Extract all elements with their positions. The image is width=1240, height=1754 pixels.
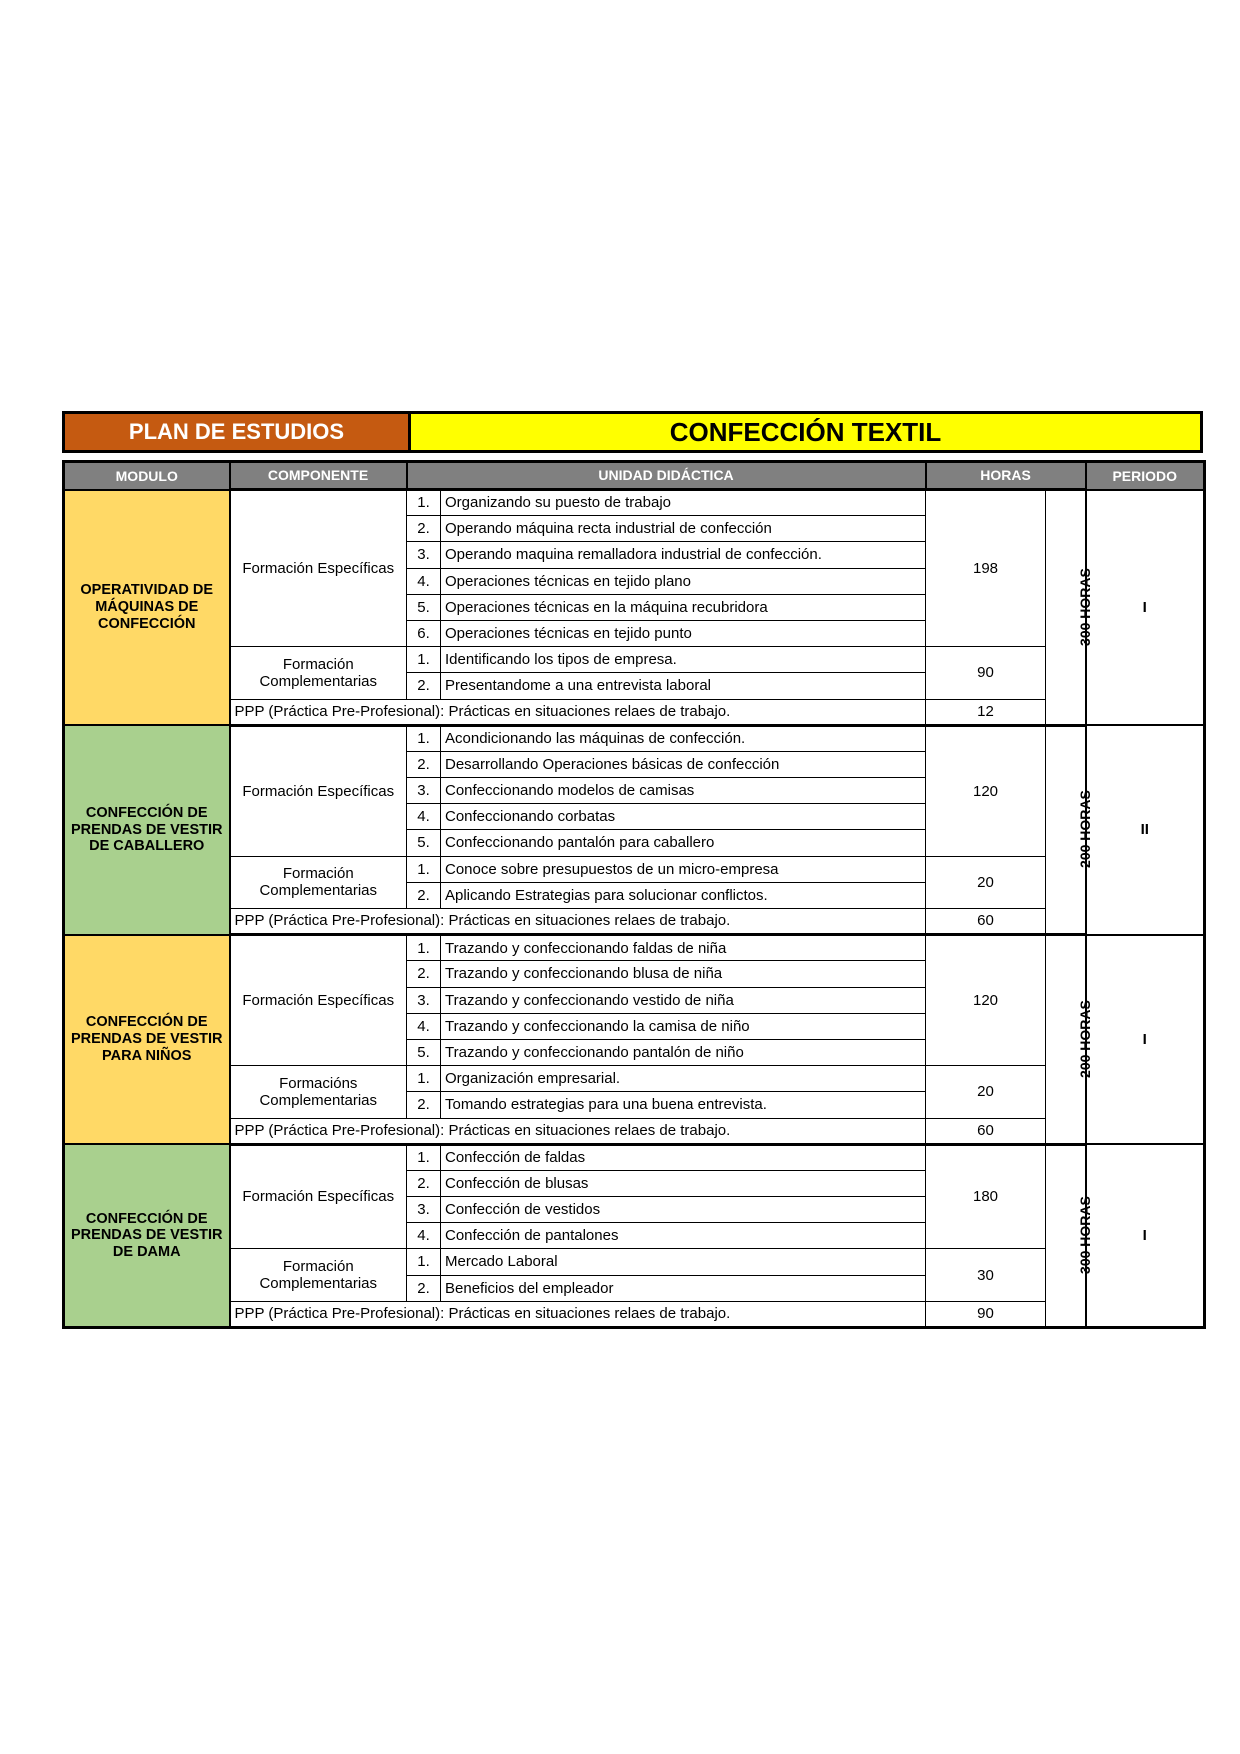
unit-number: 4.	[407, 568, 441, 594]
hours-complementarias: 30	[926, 1249, 1046, 1301]
header-row	[64, 462, 1205, 490]
table-row	[64, 490, 1205, 516]
module-periodo: I	[1086, 1144, 1205, 1327]
module-name: CONFECCIÓN DE PRENDAS DE VESTIR PARA NIÑOS	[64, 935, 230, 1145]
ppp-label: PPP (Práctica Pre-Profesional): Prácticas en situaciones relaes de trabajo.	[230, 909, 926, 935]
unit-name: Beneficios del empleador	[441, 1275, 926, 1301]
component-complementarias: Formacións Complementarias	[230, 1066, 407, 1118]
title-bar	[62, 411, 1203, 453]
unit-name: Trazando y confeccionando la camisa de niño	[441, 1013, 926, 1039]
unit-number: 3.	[407, 1197, 441, 1223]
unit-number: 2.	[407, 1092, 441, 1118]
unit-name: Confeccionando corbatas	[441, 804, 926, 830]
ppp-label: PPP (Práctica Pre-Profesional): Prácticas en situaciones relaes de trabajo.	[230, 1118, 926, 1144]
unit-name: Confección de pantalones	[441, 1223, 926, 1249]
ppp-label: PPP (Práctica Pre-Profesional): Prácticas en situaciones relaes de trabajo.	[230, 1301, 926, 1327]
unit-name: Operaciones técnicas en tejido punto	[441, 620, 926, 646]
unit-number: 2.	[407, 1170, 441, 1196]
ppp-hours: 60	[926, 909, 1046, 935]
table-row	[64, 1144, 1205, 1170]
unit-number: 2.	[407, 1275, 441, 1301]
unit-name: Operaciones técnicas en tejido plano	[441, 568, 926, 594]
unit-name: Organizando su puesto de trabajo	[441, 490, 926, 516]
unit-number: 2.	[407, 882, 441, 908]
table-row	[64, 1066, 1205, 1092]
component-especificas: Formación Específicas	[230, 935, 407, 1066]
hours-especificas: 180	[926, 1144, 1046, 1249]
module-total-label: 300 HORAS	[1076, 567, 1093, 646]
table-row	[64, 699, 1205, 725]
unit-number: 2.	[407, 751, 441, 777]
table-row	[64, 1118, 1205, 1144]
unit-number: 4.	[407, 1013, 441, 1039]
unit-number: 5.	[407, 594, 441, 620]
unit-name: Confección de vestidos	[441, 1197, 926, 1223]
unit-name: Mercado Laboral	[441, 1249, 926, 1275]
unit-number: 5.	[407, 1039, 441, 1065]
hours-complementarias: 20	[926, 856, 1046, 908]
unit-name: Operando máquina recta industrial de confección	[441, 516, 926, 542]
unit-number: 1.	[407, 647, 441, 673]
ppp-label: PPP (Práctica Pre-Profesional): Prácticas en situaciones relaes de trabajo.	[230, 699, 926, 725]
unit-name: Trazando y confeccionando blusa de niña	[441, 961, 926, 987]
unit-number: 4.	[407, 1223, 441, 1249]
unit-name: Trazando y confeccionando vestido de niña	[441, 987, 926, 1013]
hours-especificas: 120	[926, 725, 1046, 856]
header-unidad: UNIDAD DIDÁCTICA	[407, 462, 926, 490]
header-periodo: PERIODO	[1086, 462, 1205, 490]
unit-name: Confeccionando modelos de camisas	[441, 778, 926, 804]
unit-name: Operando maquina remalladora industrial de confección.	[441, 542, 926, 568]
module-total-label: 200 HORAS	[1076, 790, 1093, 869]
table-row	[64, 856, 1205, 882]
module-total-label: 200 HORAS	[1076, 999, 1093, 1078]
component-complementarias: Formación Complementarias	[230, 647, 407, 699]
unit-name: Identificando los tipos de empresa.	[441, 647, 926, 673]
table-row	[64, 647, 1205, 673]
table-row	[64, 1301, 1205, 1327]
table-row	[64, 909, 1205, 935]
unit-name: Tomando estrategias para una buena entrevista.	[441, 1092, 926, 1118]
hours-especificas: 120	[926, 935, 1046, 1066]
unit-name: Desarrollando Operaciones básicas de confección	[441, 751, 926, 777]
module-name: OPERATIVIDAD DE MÁQUINAS DE CONFECCIÓN	[64, 490, 230, 726]
unit-name: Trazando y confeccionando faldas de niña	[441, 935, 926, 961]
unit-number: 3.	[407, 778, 441, 804]
unit-number: 1.	[407, 935, 441, 961]
ppp-hours: 90	[926, 1301, 1046, 1327]
component-especificas: Formación Específicas	[230, 1144, 407, 1249]
unit-name: Operaciones técnicas en la máquina recubridora	[441, 594, 926, 620]
unit-number: 1.	[407, 1249, 441, 1275]
plan-body	[64, 490, 1205, 1328]
header-modulo: MODULO	[64, 462, 230, 490]
unit-name: Trazando y confeccionando pantalón de niño	[441, 1039, 926, 1065]
component-especificas: Formación Específicas	[230, 725, 407, 856]
unit-name: Conoce sobre presupuestos de un micro-empresa	[441, 856, 926, 882]
hours-complementarias: 90	[926, 647, 1046, 699]
module-total-hours	[1046, 935, 1093, 1145]
hours-complementarias: 20	[926, 1066, 1046, 1118]
table-row	[64, 725, 1205, 751]
unit-number: 1.	[407, 490, 441, 516]
unit-number: 1.	[407, 1066, 441, 1092]
ppp-hours: 12	[926, 699, 1046, 725]
table-row	[64, 935, 1205, 961]
unit-number: 4.	[407, 804, 441, 830]
unit-name: Acondicionando las máquinas de confección.	[441, 725, 926, 751]
component-especificas: Formación Específicas	[230, 490, 407, 647]
plan-title: PLAN DE ESTUDIOS	[65, 414, 411, 450]
module-name: CONFECCIÓN DE PRENDAS DE VESTIR DE CABALLERO	[64, 725, 230, 935]
unit-number: 3.	[407, 542, 441, 568]
unit-name: Confección de blusas	[441, 1170, 926, 1196]
unit-number: 3.	[407, 987, 441, 1013]
component-complementarias: Formación Complementarias	[230, 1249, 407, 1301]
unit-number: 2.	[407, 673, 441, 699]
module-total-hours	[1046, 490, 1093, 726]
module-total-hours	[1046, 1144, 1093, 1327]
unit-number: 2.	[407, 516, 441, 542]
unit-number: 1.	[407, 856, 441, 882]
unit-number: 5.	[407, 830, 441, 856]
unit-name: Confeccionando pantalón para caballero	[441, 830, 926, 856]
header-horas: HORAS	[926, 462, 1086, 490]
unit-name: Presentandome a una entrevista laboral	[441, 673, 926, 699]
header-componente: COMPONENTE	[230, 462, 407, 490]
study-plan-table	[62, 460, 1206, 1329]
table-row	[64, 1249, 1205, 1275]
unit-name: Organización empresarial.	[441, 1066, 926, 1092]
module-periodo: I	[1086, 935, 1205, 1145]
unit-number: 1.	[407, 1144, 441, 1170]
unit-name: Confección de faldas	[441, 1144, 926, 1170]
component-complementarias: Formación Complementarias	[230, 856, 407, 908]
hours-especificas: 198	[926, 490, 1046, 647]
unit-number: 6.	[407, 620, 441, 646]
module-periodo: II	[1086, 725, 1205, 935]
program-title: CONFECCIÓN TEXTIL	[411, 414, 1200, 450]
module-total-hours	[1046, 725, 1093, 935]
unit-number: 1.	[407, 725, 441, 751]
module-total-label: 300 HORAS	[1076, 1196, 1093, 1275]
module-periodo: I	[1086, 490, 1205, 726]
unit-number: 2.	[407, 961, 441, 987]
ppp-hours: 60	[926, 1118, 1046, 1144]
unit-name: Aplicando Estrategias para solucionar conflictos.	[441, 882, 926, 908]
module-name: CONFECCIÓN DE PRENDAS DE VESTIR DE DAMA	[64, 1144, 230, 1327]
